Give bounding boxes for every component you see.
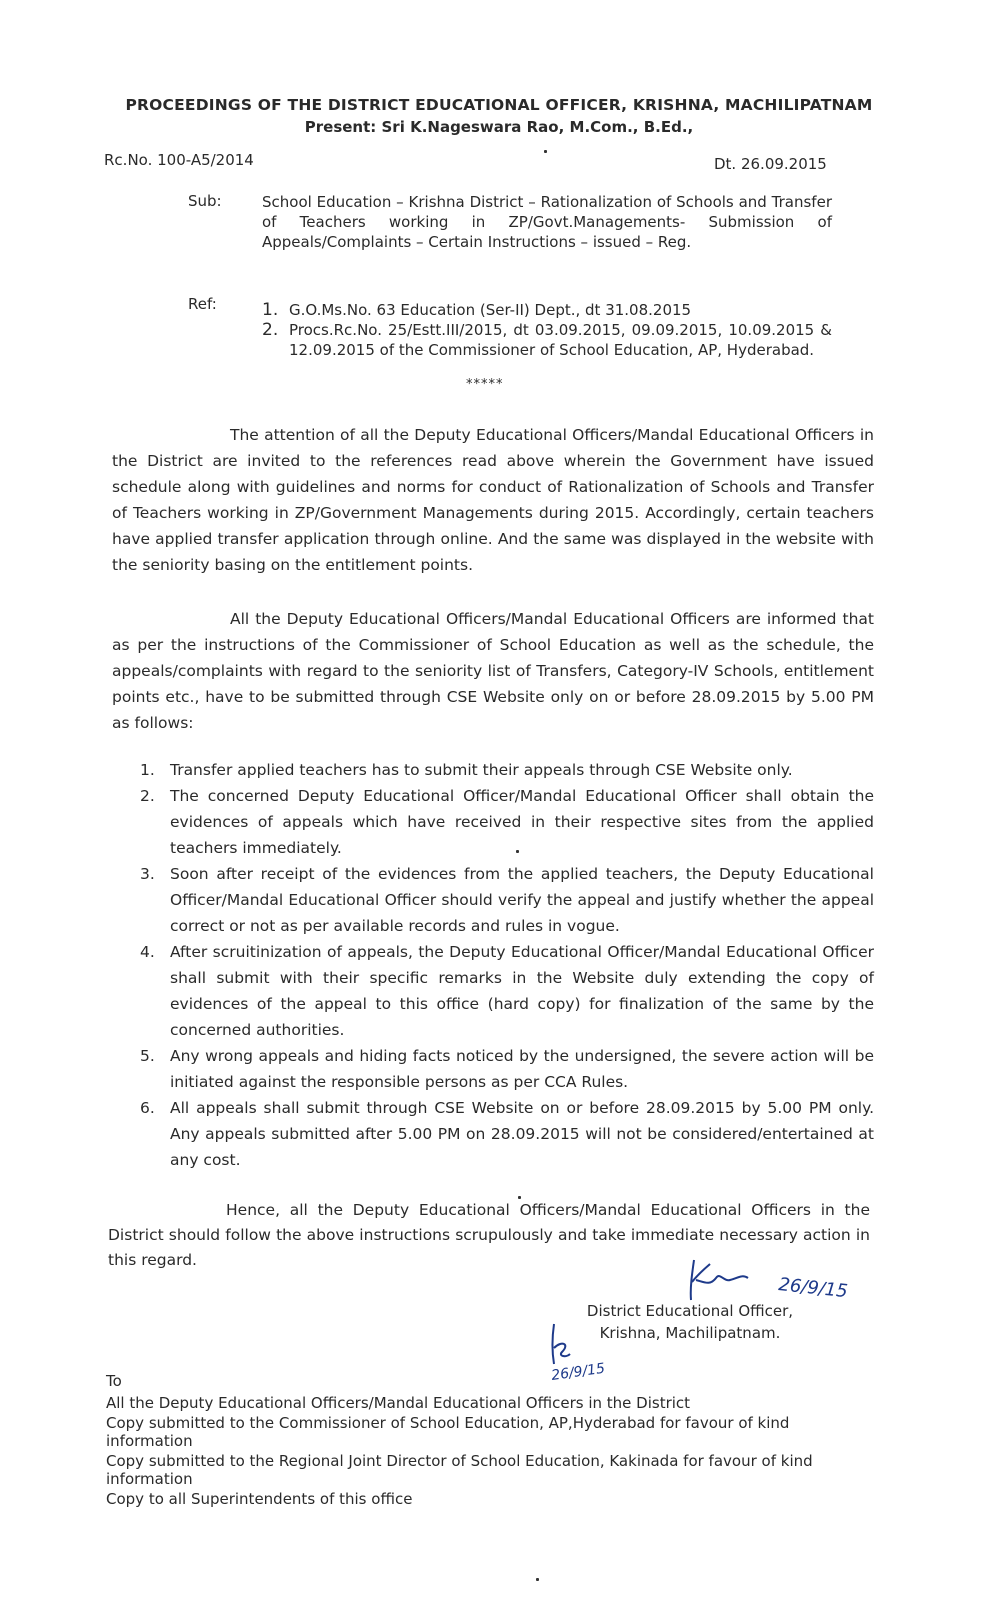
reference-number-marker: 1. [262, 300, 279, 320]
scan-speck [516, 850, 519, 853]
references-label: Ref: [188, 295, 217, 313]
distribution-line: Copy submitted to the Commissioner of School Education, AP,Hyderabad for favour of kind information [106, 1414, 790, 1450]
subject-label: Sub: [188, 192, 222, 210]
instruction-number: 6. [140, 1099, 155, 1117]
instruction-text: All appeals shall submit through CSE Website on or before 28.09.2015 by 5.00 PM only. Any appeals submitted after 5.00 PM on 28.09.2015 will not be considered/entertained at any cost. [170, 1099, 874, 1169]
body-paragraph-1: The attention of all the Deputy Educational Officers/Mandal Educational Officers in the District are invited to the references read above wherein the Government have issued schedule along with guidelines and norms for conduct of Rationalization of Schools and Transfer of Teachers working in ZP/Government Managements during 2015. Accordingly, certain teachers have applied transfer application through online. And the same was displayed in the website with the seniority basing on the entitlement points. [112, 426, 874, 574]
to-label: To [106, 1372, 122, 1390]
reference-item [262, 300, 832, 320]
scan-speck [544, 150, 547, 153]
instruction-item [138, 939, 874, 1043]
initials-date: 26/9/15 [550, 1360, 607, 1384]
instruction-item [138, 1095, 874, 1173]
reference-text: G.O.Ms.No. 63 Education (Ser-II) Dept., dt 31.08.2015 [289, 301, 692, 319]
instruction-text: The concerned Deputy Educational Officer/Mandal Educational Officer shall obtain the evidences of appeals which have received in their respective sites from the applied teachers immediately. [170, 787, 874, 857]
instruction-text: Soon after receipt of the evidences from the applied teachers, the Deputy Educational Officer/Mandal Educational Officer should verify the appeal and justify whether the appeal correct or not as per available records and rules in vogue. [170, 865, 874, 935]
instruction-text: Transfer applied teachers has to submit their appeals through CSE Website only. [170, 761, 793, 779]
reference-text: Procs.Rc.No. 25/Estt.III/2015, dt 03.09.2015, 09.09.2015, 10.09.2015 & 12.09.2015 of the Commissioner of School Education, AP, Hyderabad. [289, 321, 832, 359]
distribution-line: Copy submitted to the Regional Joint Director of School Education, Kakinada for favour of kind information [106, 1452, 813, 1488]
reference-number: Rc.No. 100-A5/2014 [104, 151, 254, 169]
instruction-item [138, 861, 874, 939]
instruction-number: 1. [140, 761, 155, 779]
distribution-block [106, 1372, 866, 1508]
instruction-text: After scruitinization of appeals, the Deputy Educational Officer/Mandal Educational Officer shall submit with their specific remarks in the Website duly extending the copy of evidences of the appeal to this office (hard copy) for finalization of the same by the concerned authorities. [170, 943, 874, 1039]
reference-item [262, 320, 832, 360]
distribution-line: Copy to all Superintendents of this office [106, 1490, 413, 1508]
instruction-number: 4. [140, 943, 155, 961]
document-title: PROCEEDINGS OF THE DISTRICT EDUCATIONAL OFFICER, KRISHNA, MACHILIPATNAM [125, 96, 873, 114]
instructions-list [138, 757, 874, 1173]
signatory-designation: District Educational Officer, [586, 1302, 794, 1320]
body-paragraph-2: All the Deputy Educational Officers/Mandal Educational Officers are informed that as per the instructions of the Commissioner of School Education as well as the schedule, the appeals/complaints with regard to the seniority list of Transfers, Category-IV Schools, entitlement points etc., have to be submitted through CSE Website only on or before 28.09.2015 by 5.00 PM as follows: [112, 610, 874, 732]
signatory-place: Krishna, Machilipatnam. [599, 1324, 781, 1342]
distribution-line: All the Deputy Educational Officers/Mandal Educational Officers in the District [106, 1394, 691, 1412]
scan-speck [518, 1196, 521, 1199]
instruction-number: 5. [140, 1047, 155, 1065]
body-paragraph-3: Hence, all the Deputy Educational Officers/Mandal Educational Officers in the District should follow the above instructions scrupulously and take immediate necessary action in this regard. [108, 1201, 870, 1269]
section-separator: ***** [466, 377, 504, 392]
instruction-number: 2. [140, 787, 155, 805]
subject-text: School Education – Krishna District – Rationalization of Schools and Transfer of Teachers working in ZP/Govt.Managements- Submission of Appeals/Complaints – Certain Instructions – issued – Reg. [262, 193, 832, 251]
instruction-text: Any wrong appeals and hiding facts noticed by the undersigned, the severe action will be initiated against the responsible persons as per CCA Rules. [170, 1047, 874, 1091]
scan-speck [536, 1578, 539, 1581]
instruction-item [138, 783, 874, 861]
instruction-item [138, 1043, 874, 1095]
officer-present-line: Present: Sri K.Nageswara Rao, M.Com., B.Ed., [304, 118, 694, 136]
reference-number-marker: 2. [262, 320, 279, 340]
document-date: Dt. 26.09.2015 [714, 155, 827, 173]
instruction-number: 3. [140, 865, 155, 883]
references-list [262, 300, 832, 360]
instruction-item [138, 757, 874, 783]
signature-date: 26/9/15 [777, 1274, 849, 1303]
